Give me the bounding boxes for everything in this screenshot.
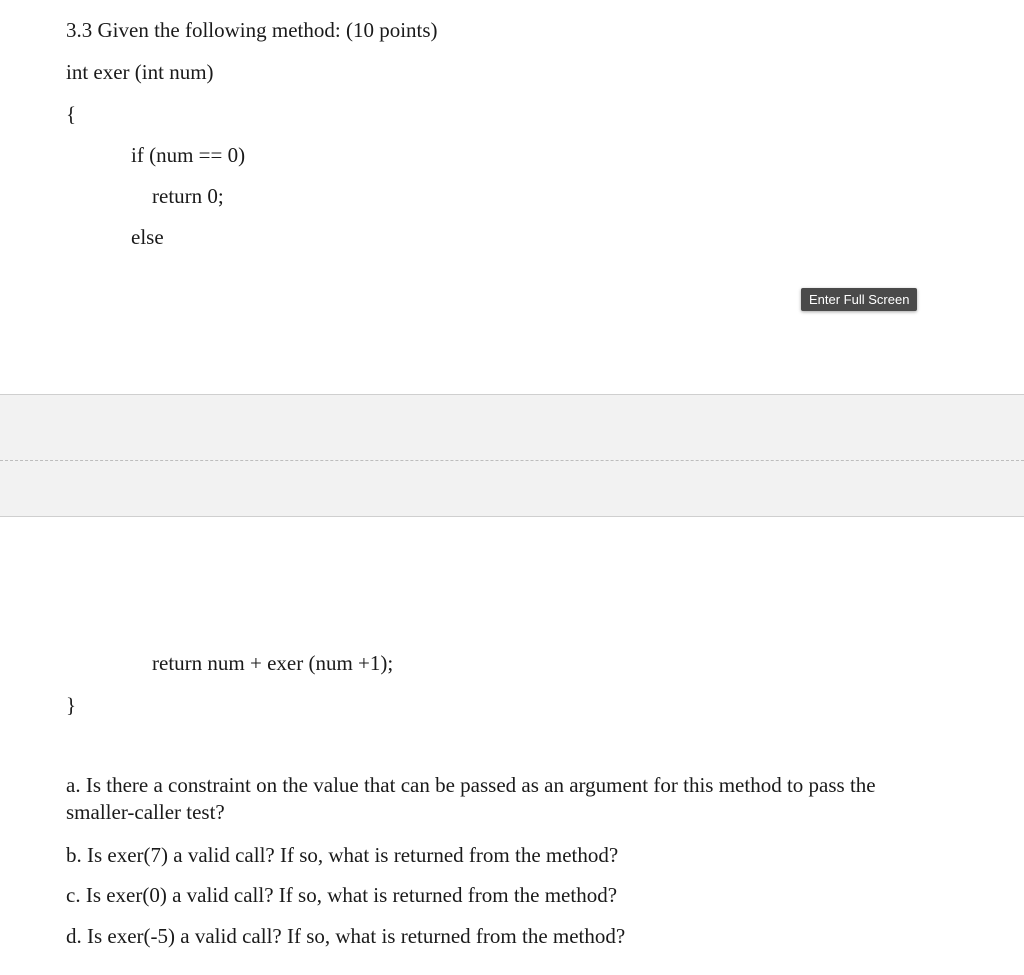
question-part-a: a. Is there a constraint on the value that can be passed as an argument for this method to pass the smaller-caller test? [66, 773, 876, 824]
page-break-dashed-line [0, 460, 1024, 461]
question-part-d: d. Is exer(-5) a valid call? If so, what is returned from the method? [66, 924, 626, 948]
code-method-signature: int exer (int num) [66, 60, 214, 84]
code-else: else [131, 225, 164, 249]
question-part-b: b. Is exer(7) a valid call? If so, what is returned from the method? [66, 843, 619, 867]
enter-full-screen-button[interactable]: Enter Full Screen [801, 288, 917, 311]
question-part-c: c. Is exer(0) a valid call? If so, what is returned from the method? [66, 883, 618, 907]
code-if-statement: if (num == 0) [131, 143, 246, 167]
code-return-recursive: return num + exer (num +1); [152, 651, 394, 675]
code-close-brace: } [66, 693, 77, 717]
code-return-zero: return 0; [152, 184, 224, 208]
question-title: 3.3 Given the following method: (10 points) [66, 18, 438, 42]
code-open-brace: { [66, 102, 77, 126]
page-break-separator [0, 394, 1024, 517]
